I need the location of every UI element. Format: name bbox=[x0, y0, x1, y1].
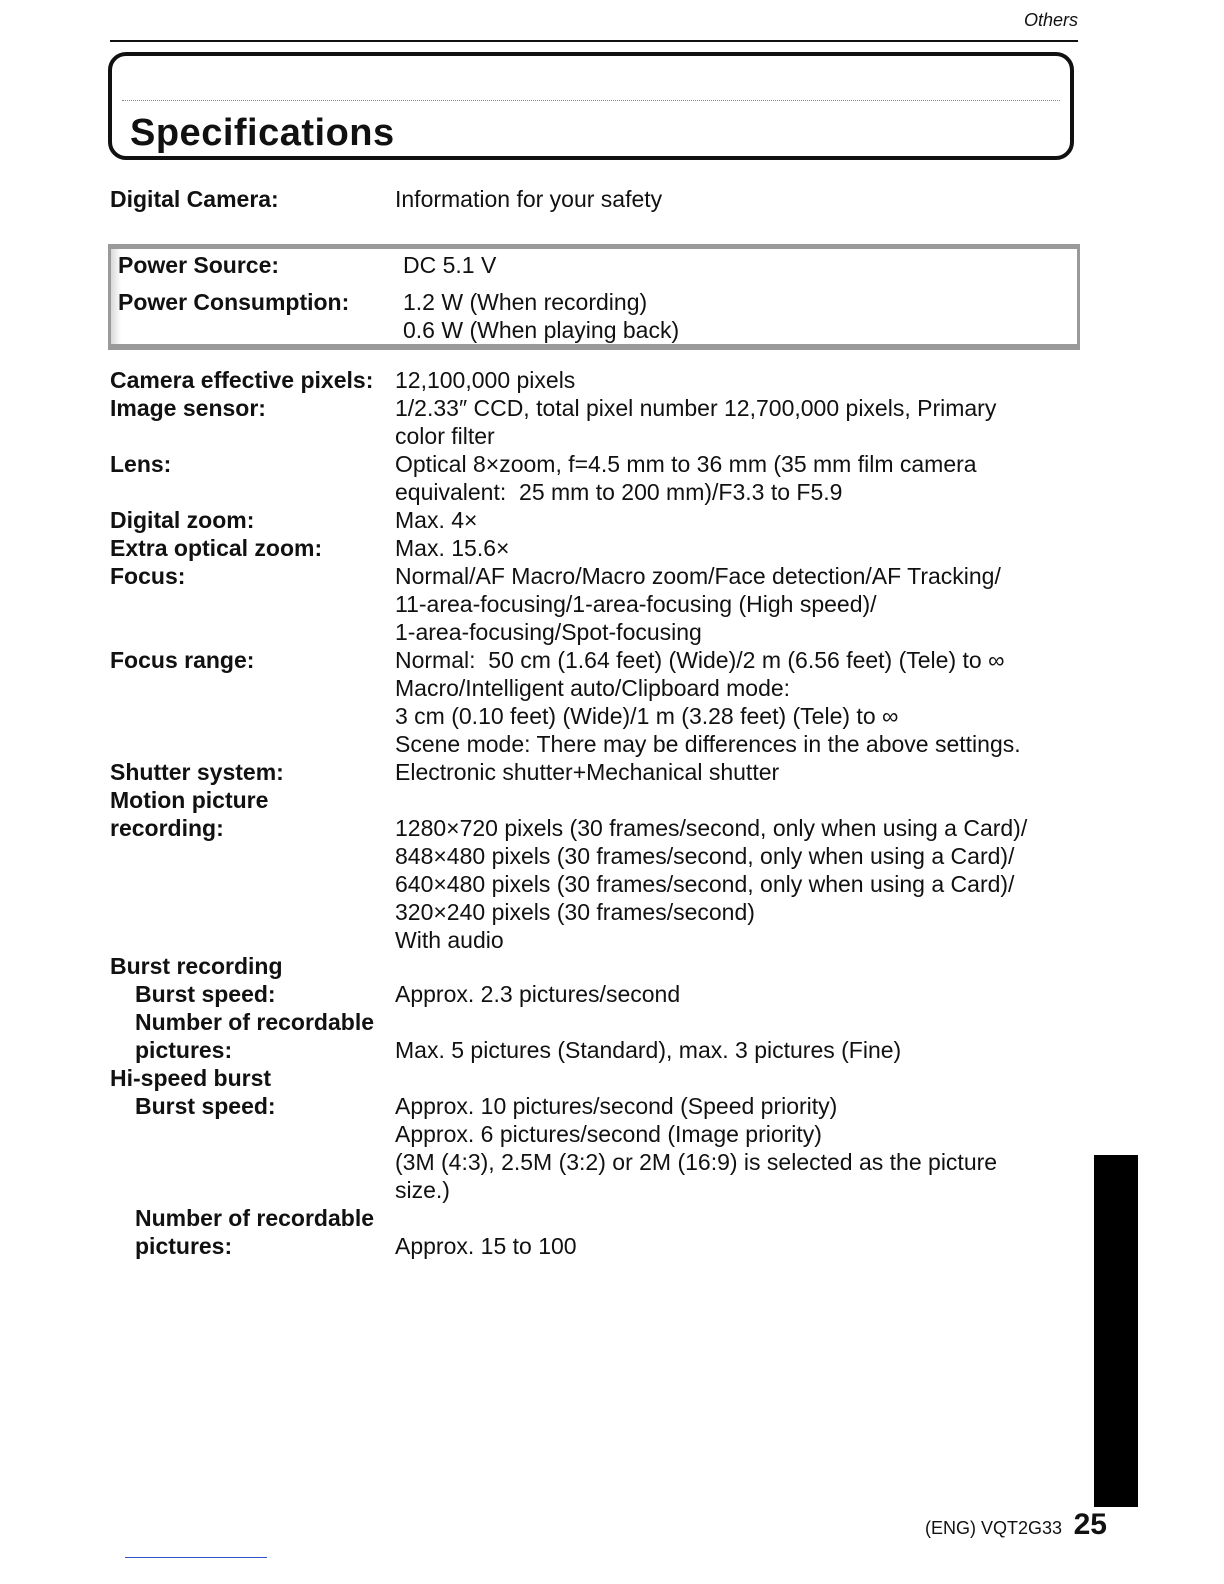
spec-label-effective-pixels: Camera effective pixels: bbox=[110, 367, 374, 393]
spec-line: color filter bbox=[395, 423, 495, 449]
document-code: (ENG) VQT2G33 bbox=[924, 1518, 1062, 1538]
spec-value-shutter-system bbox=[395, 758, 779, 786]
power-source-label: Power Source: bbox=[118, 252, 280, 278]
page-title: Specifications bbox=[130, 112, 395, 154]
spec-value-burst-recordable bbox=[395, 1036, 901, 1064]
spec-label-shutter-system: Shutter system: bbox=[110, 759, 284, 785]
spec-value-lens bbox=[395, 450, 977, 506]
spec-label-hi-speed-recordable: Number of recordable pictures: bbox=[135, 1205, 374, 1259]
spec-line: Normal: 50 cm (1.64 feet) (Wide)/2 m (6.56 feet) (Tele) to ∞ bbox=[395, 647, 1005, 673]
spec-label-image-sensor: Image sensor: bbox=[110, 395, 266, 421]
spec-label-hi-speed-burst: Hi-speed burst bbox=[110, 1065, 272, 1091]
spec-line: Approx. 10 pictures/second (Speed priority) bbox=[395, 1093, 838, 1119]
spec-line: Scene mode: There may be differences in the above settings. bbox=[395, 731, 1021, 757]
spec-value-extra-optical-zoom bbox=[395, 534, 509, 562]
spec-value-digital-zoom bbox=[395, 506, 477, 534]
title-inner-rule bbox=[122, 100, 1060, 101]
spec-line: 848×480 pixels (30 frames/second, only when using a Card)/ bbox=[395, 843, 1015, 869]
bottom-rule bbox=[125, 1557, 267, 1558]
spec-value-focus-range bbox=[395, 646, 1021, 758]
power-consumption-value bbox=[403, 288, 679, 344]
page-number: 25 bbox=[1073, 1508, 1107, 1541]
spec-line: Approx. 15 to 100 bbox=[395, 1233, 577, 1259]
digital-camera-label: Digital Camera: bbox=[110, 186, 279, 212]
spec-line: 11-area-focusing/1-area-focusing (High speed)/ bbox=[395, 591, 877, 617]
spec-label-focus-range: Focus range: bbox=[110, 647, 255, 673]
spec-line: equivalent: 25 mm to 200 mm)/F3.3 to F5.9 bbox=[395, 479, 843, 505]
spec-value-motion-picture bbox=[395, 814, 1027, 954]
spec-value-image-sensor bbox=[395, 394, 996, 450]
spec-line: 1/2.33″ CCD, total pixel number 12,700,000 pixels, Primary bbox=[395, 395, 997, 421]
spec-value-hi-speed-burst-speed bbox=[395, 1092, 997, 1204]
spec-label-extra-optical-zoom: Extra optical zoom: bbox=[110, 535, 323, 561]
spec-label-motion-picture: Motion picture recording: bbox=[110, 787, 269, 841]
spec-line: (3M (4:3), 2.5M (3:2) or 2M (16:9) is selected as the picture bbox=[395, 1149, 998, 1175]
section-header: Others bbox=[1023, 10, 1078, 30]
spec-value-burst-speed bbox=[395, 980, 680, 1008]
spec-label-lens: Lens: bbox=[110, 451, 172, 477]
spec-line: Max. 4× bbox=[395, 507, 478, 533]
spec-line: Approx. 2.3 pictures/second bbox=[395, 981, 681, 1007]
spec-line: With audio bbox=[395, 927, 504, 953]
spec-label-focus: Focus: bbox=[110, 563, 186, 589]
spec-label-digital-zoom: Digital zoom: bbox=[110, 507, 255, 533]
digital-camera-value: Information for your safety bbox=[395, 186, 663, 212]
spec-line: Max. 5 pictures (Standard), max. 3 pictures (Fine) bbox=[395, 1037, 902, 1063]
spec-line: size.) bbox=[395, 1177, 450, 1203]
spec-label-burst-recording: Burst recording bbox=[110, 953, 283, 979]
spec-line: Electronic shutter+Mechanical shutter bbox=[395, 759, 780, 785]
spec-line: 3 cm (0.10 feet) (Wide)/1 m (3.28 feet) (Tele) to ∞ bbox=[395, 703, 899, 729]
section-tab-marker bbox=[1094, 1155, 1138, 1507]
spec-label-hi-speed-burst-speed: Burst speed: bbox=[135, 1093, 276, 1119]
power-source-value: DC 5.1 V bbox=[403, 252, 497, 278]
spec-value-focus bbox=[395, 562, 1001, 646]
spec-label-burst-recordable: Number of recordable pictures: bbox=[135, 1009, 374, 1063]
power-consumption-line: 1.2 W (When recording) bbox=[403, 289, 648, 315]
spec-line: 320×240 pixels (30 frames/second) bbox=[395, 899, 755, 925]
spec-value-hi-speed-recordable bbox=[395, 1232, 577, 1260]
spec-line: 1-area-focusing/Spot-focusing bbox=[395, 619, 702, 645]
spec-line: Max. 15.6× bbox=[395, 535, 510, 561]
spec-label-burst-speed: Burst speed: bbox=[135, 981, 276, 1007]
title-box bbox=[108, 52, 1074, 160]
spec-line: 640×480 pixels (30 frames/second, only when using a Card)/ bbox=[395, 871, 1015, 897]
spec-value-effective-pixels bbox=[395, 366, 575, 394]
spec-line: 1280×720 pixels (30 frames/second, only when using a Card)/ bbox=[395, 815, 1028, 841]
header-divider bbox=[110, 40, 1078, 42]
spec-line: 12,100,000 pixels bbox=[395, 367, 576, 393]
spec-line: Normal/AF Macro/Macro zoom/Face detection/AF Tracking/ bbox=[395, 563, 1001, 589]
spec-line: Optical 8×zoom, f=4.5 mm to 36 mm (35 mm film camera bbox=[395, 451, 977, 477]
spec-line: Macro/Intelligent auto/Clipboard mode: bbox=[395, 675, 791, 701]
power-consumption-line: 0.6 W (When playing back) bbox=[403, 317, 680, 343]
power-consumption-label: Power Consumption: bbox=[118, 289, 350, 315]
spec-line: Approx. 6 pictures/second (Image priority) bbox=[395, 1121, 822, 1147]
